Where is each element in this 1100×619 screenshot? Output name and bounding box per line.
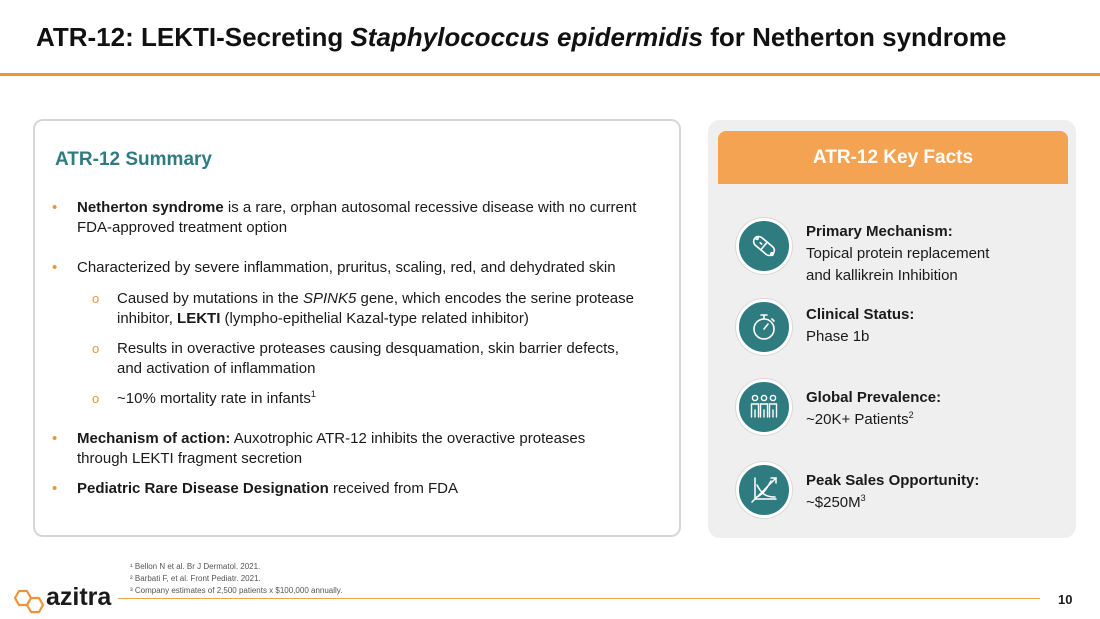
mechanism-label: Primary Mechanism: xyxy=(806,223,953,240)
sub-bullet-mortality xyxy=(92,389,637,409)
sales-number: ~$250M xyxy=(806,494,861,511)
status-value: Phase 1b xyxy=(806,328,870,345)
bullet-bold: Mechanism of action: xyxy=(77,430,231,447)
footnote-ref: 2 xyxy=(908,410,914,420)
bullet-mechanism xyxy=(52,429,637,469)
bullet-characterized xyxy=(52,258,637,278)
footer-divider xyxy=(118,598,1040,599)
bullet-netherton xyxy=(52,198,637,238)
azitra-logo xyxy=(12,581,122,615)
page-number: 10 xyxy=(1058,592,1073,607)
bullet-marker: • xyxy=(52,259,58,276)
gene-name: SPINK5 xyxy=(302,290,357,307)
bullet-designation xyxy=(52,479,637,499)
footnote-1: ¹ Bellon N et al. Br J Dermatol. 2021. xyxy=(130,562,261,571)
prevalence-number: ~20K+ Patients xyxy=(806,411,909,428)
prevalence-value xyxy=(806,409,914,431)
bullet-text: received from FDA xyxy=(328,480,458,497)
prevalence-label: Global Prevalence: xyxy=(806,389,942,406)
bullet-text: Auxotrophic ATR-12 inhibits the overactive proteases through LEKTI fragment secretion xyxy=(77,430,586,467)
summary-heading: ATR-12 Summary xyxy=(55,149,212,170)
sub-bullet-marker: o xyxy=(92,391,100,406)
logo-text: azitra xyxy=(46,583,112,611)
title-text-end: for Netherton syndrome xyxy=(703,22,1007,52)
summary-card xyxy=(33,119,681,537)
sub-bullet-text: ~10% mortality rate in infants xyxy=(117,390,311,407)
footnote-2: ² Barbati F, et al. Front Pediatr. 2021. xyxy=(130,574,261,583)
bullet-marker: • xyxy=(52,199,58,216)
bullet-bold: Pediatric Rare Disease Designation xyxy=(77,480,329,497)
sub-bullet-spink5 xyxy=(92,289,637,329)
title-species: Staphylococcus epidermidis xyxy=(350,22,703,52)
sales-label: Peak Sales Opportunity: xyxy=(806,472,980,489)
sub-bullet-text: gene, which encodes the serine protease inhibitor, xyxy=(117,290,634,327)
sub-bullet-proteases xyxy=(92,339,637,379)
pill-capsule-icon xyxy=(736,218,792,274)
growth-chart-icon xyxy=(736,462,792,518)
bullet-bold: Netherton syndrome xyxy=(77,199,224,216)
footnote-ref: 1 xyxy=(310,389,316,399)
sub-bullet-text: (lympho-epithelial Kazal-type related inhibitor) xyxy=(220,310,529,327)
footnote-3: ³ Company estimates of 2,500 patients x $100,000 annually. xyxy=(130,586,343,595)
logo-hexagon-icon xyxy=(12,587,46,615)
status-label: Clinical Status: xyxy=(806,306,915,323)
stopwatch-icon xyxy=(736,299,792,355)
bullet-text: Characterized by severe inflammation, pruritus, scaling, red, and dehydrated skin xyxy=(77,259,616,276)
footnote-ref: 3 xyxy=(860,493,866,503)
page-title xyxy=(36,22,1006,53)
mechanism-value-line2: and kallikrein Inhibition xyxy=(806,267,958,284)
protein-name: LEKTI xyxy=(177,310,221,327)
key-facts-panel xyxy=(708,120,1076,538)
sub-bullet-marker: o xyxy=(92,341,100,356)
sub-bullet-text: Results in overactive proteases causing desquamation, skin barrier defects, and activation of inflammation xyxy=(117,340,619,377)
sub-bullet-text: Caused by mutations in the xyxy=(117,290,303,307)
people-group-icon xyxy=(736,379,792,435)
title-text-start: ATR-12: LEKTI-Secreting xyxy=(36,22,351,52)
sub-bullet-marker: o xyxy=(92,291,100,306)
bullet-marker: • xyxy=(52,430,58,447)
sales-value xyxy=(806,492,866,514)
title-divider xyxy=(0,73,1100,76)
bullet-marker: • xyxy=(52,480,58,497)
key-facts-header: ATR-12 Key Facts xyxy=(718,131,1068,184)
mechanism-value-line1: Topical protein replacement xyxy=(806,245,990,262)
bullet-text: is a rare, orphan autosomal recessive disease with no current FDA-approved treatment option xyxy=(77,199,637,236)
